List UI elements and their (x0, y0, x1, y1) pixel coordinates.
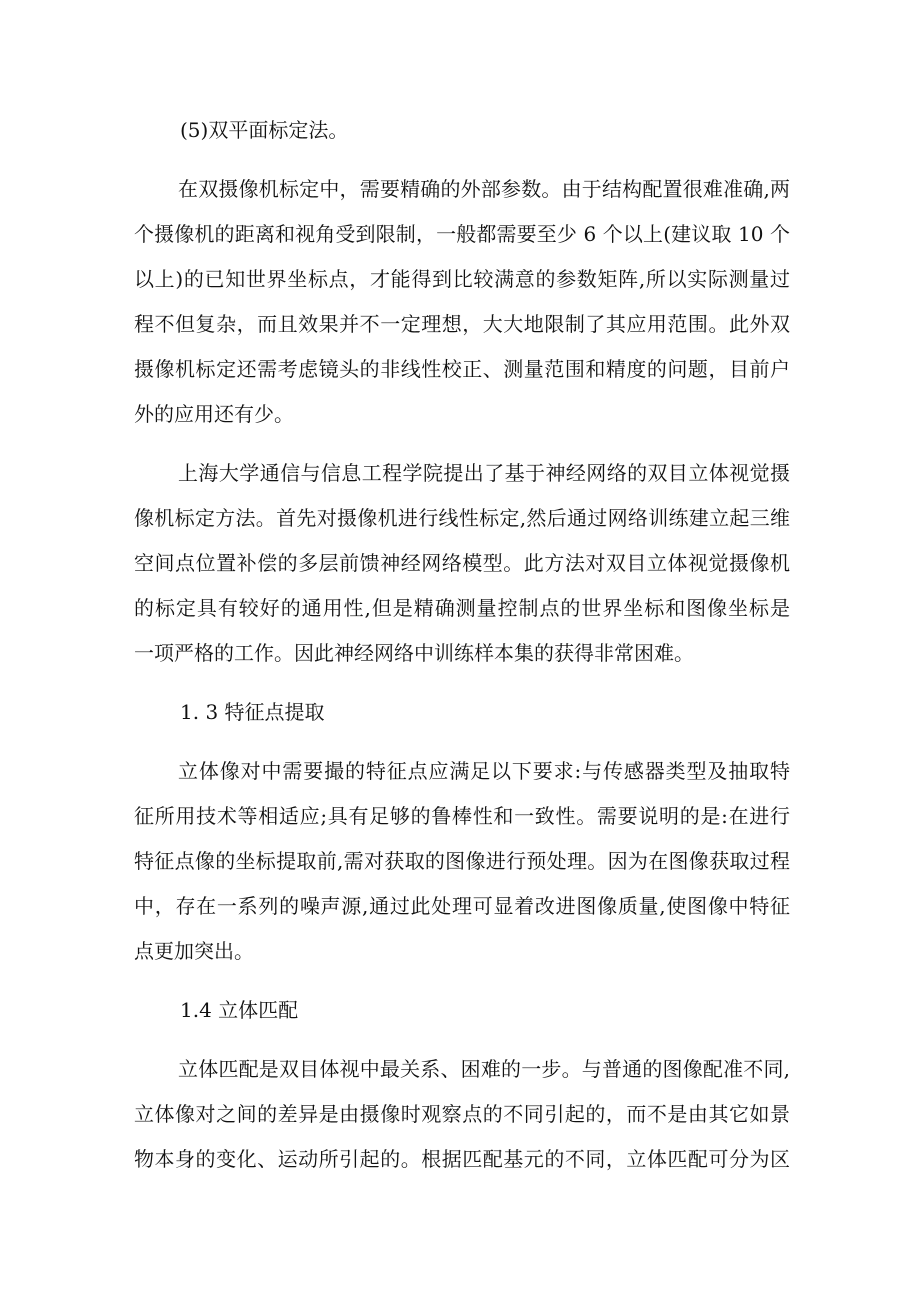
paragraph-line: 特征点像的坐标提取前,需对获取的图像进行预处理。因为在图像获取过程 (134, 849, 790, 873)
paragraph-line: 征所用技术等相适应;具有足够的鲁棒性和一致性。需要说明的是:在进行 (134, 804, 790, 828)
section-heading-feature-extraction: 1. 3 特征点提取 (180, 700, 325, 724)
paragraph-line: 点更加突出。 (134, 939, 254, 963)
paragraph-line: 一项严格的工作。因此神经网络中训练样本集的获得非常困难。 (134, 641, 694, 665)
paragraph-line: 空间点位置补偿的多层前馈神经网络模型。此方法对双目立体视觉摄像机 (134, 551, 790, 575)
paragraph-line: 立体匹配是双目体视中最关系、困难的一步。与普通的图像配准不同, (178, 1057, 790, 1081)
section-heading-stereo-matching: 1.4 立体匹配 (180, 998, 299, 1022)
paragraph-line: 立体像对之间的差异是由摄像时观察点的不同引起的，而不是由其它如景 (134, 1102, 790, 1126)
paragraph-line: 立体像对中需要撮的特征点应满足以下要求:与传感器类型及抽取特 (178, 759, 790, 783)
paragraph-line: 在双摄像机标定中，需要精确的外部参数。由于结构配置很难准确,两 (178, 177, 790, 201)
paragraph-line: 像机标定方法。首先对摄像机进行线性标定,然后通过网络训练建立起三维 (134, 506, 790, 530)
paragraph-line: 摄像机标定还需考虑镜头的非线性校正、测量范围和精度的问题，目前户 (134, 357, 790, 381)
paragraph-line: 物本身的变化、运动所引起的。根据匹配基元的不同，立体匹配可分为区 (134, 1147, 790, 1171)
paragraph-line: 个摄像机的距离和视角受到限制，一般都需要至少 6 个以上(建议取 10 个 (134, 222, 790, 246)
paragraph-line: 的标定具有较好的通用性,但是精确测量控制点的世界坐标和图像坐标是 (134, 596, 790, 620)
section-heading-dual-plane-calibration: (5)双平面标定法。 (180, 118, 349, 142)
paragraph-line: 程不但复杂，而且效果并不一定理想，大大地限制了其应用范围。此外双 (134, 312, 790, 336)
paragraph-line: 外的应用还有少。 (134, 402, 294, 426)
paragraph-line: 以上)的已知世界坐标点，才能得到比较满意的参数矩阵,所以实际测量过 (134, 267, 790, 291)
paragraph-line: 上海大学通信与信息工程学院提出了基于神经网络的双目立体视觉摄 (178, 461, 790, 485)
paragraph-line: 中，存在一系列的噪声源,通过此处理可显着改进图像质量,使图像中特征 (134, 894, 790, 918)
